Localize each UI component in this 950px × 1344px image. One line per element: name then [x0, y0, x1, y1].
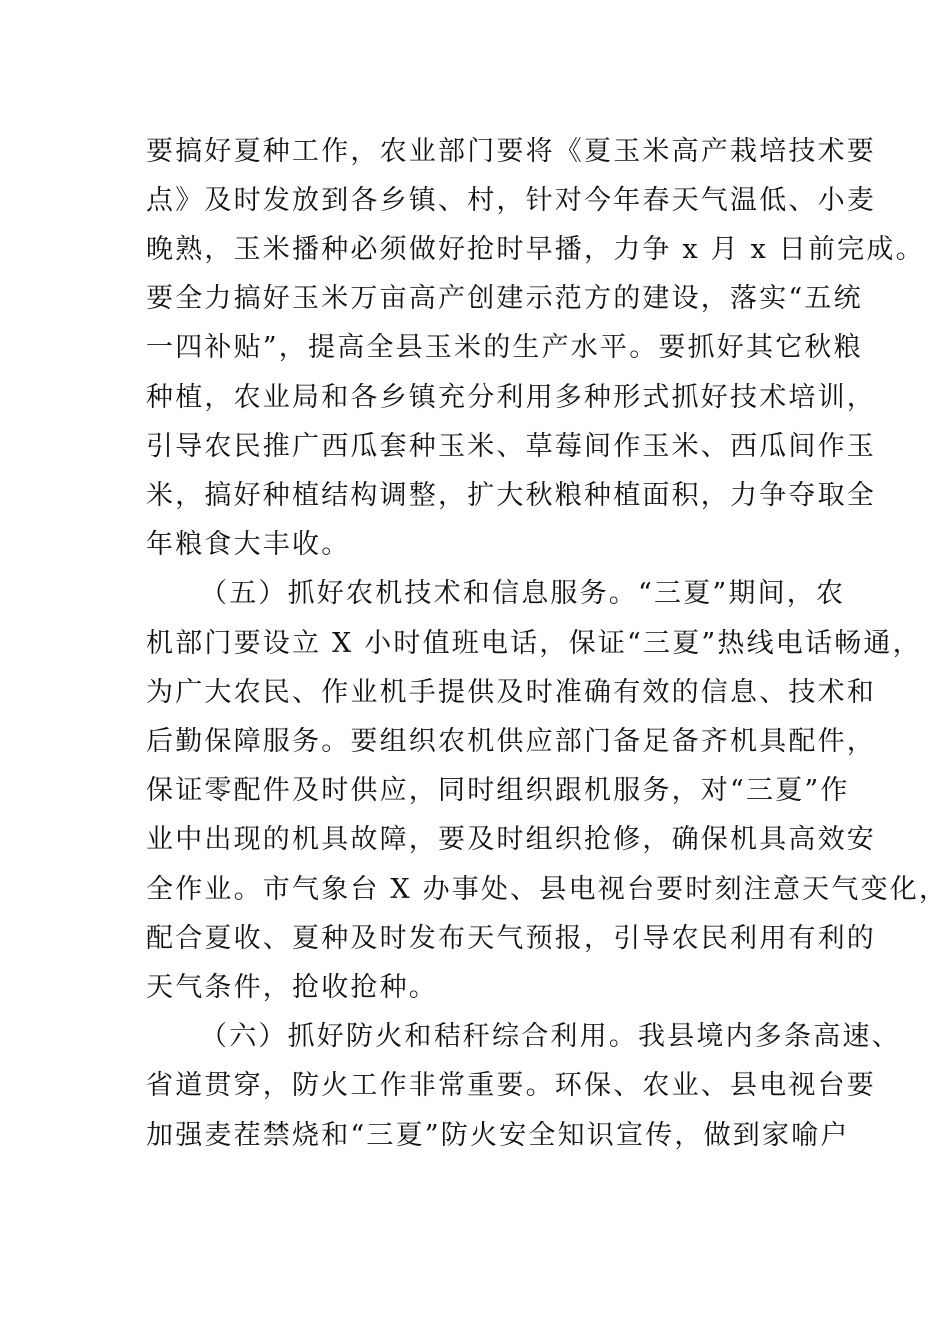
text-line: 年粮食大丰收。: [146, 529, 351, 560]
paragraph-first-line: （五）抓好农机技术和信息服务。“三夏”期间，农: [200, 578, 846, 609]
text-line: 全作业。市气象台 X 办事处、县电视台要时刻注意天气变化，: [146, 874, 949, 905]
text-line: 要搞好夏种工作，农业部门要将《夏玉米高产栽培技术要: [146, 136, 876, 167]
text-line: 机部门要设立 X 小时值班电话，保证“三夏”热线电话畅通，: [146, 628, 922, 659]
text-line: 加强麦茬禁烧和“三夏”防火安全知识宣传，做到家喻户: [146, 1120, 850, 1151]
text-line: 点》及时发放到各乡镇、村，针对今年春天气温低、小麦: [146, 185, 876, 216]
text-line: 引导农民推广西瓜套种玉米、草莓间作玉米、西瓜间作玉: [146, 431, 876, 462]
text-line: 省道贯穿，防火工作非常重要。环保、农业、县电视台要: [146, 1070, 876, 1101]
text-line: 天气条件，抢收抢种。: [146, 972, 438, 1003]
text-line: 配合夏收、夏种及时发布天气预报，引导农民利用有利的: [146, 923, 876, 954]
text-line: 后勤保障服务。要组织农机供应部门备足备齐机具配件，: [146, 726, 876, 757]
text-line: 米，搞好种植结构调整，扩大秋粮种植面积，力争夺取全: [146, 480, 876, 511]
paragraph-first-line: （六）抓好防火和秸秆综合利用。我县境内多条高速、: [200, 1021, 901, 1052]
text-line: 晚熟，玉米播种必须做好抢时早播，力争 x 月 x 日前完成。: [146, 234, 925, 265]
text-line: 保证零配件及时供应，同时组织跟机服务，对“三夏”作: [146, 775, 850, 806]
text-line: 一四补贴”，提高全县玉米的生产水平。要抓好其它秋粮: [146, 332, 863, 363]
text-line: 要全力搞好玉米万亩高产创建示范方的建设，落实“五统: [146, 283, 863, 314]
text-line: 业中出现的机具故障，要及时组织抢修，确保机具高效安: [146, 824, 876, 855]
text-line: 为广大农民、作业机手提供及时准确有效的信息、技术和: [146, 677, 876, 708]
text-line: 种植，农业局和各乡镇充分利用多种形式抓好技术培训，: [146, 382, 876, 413]
